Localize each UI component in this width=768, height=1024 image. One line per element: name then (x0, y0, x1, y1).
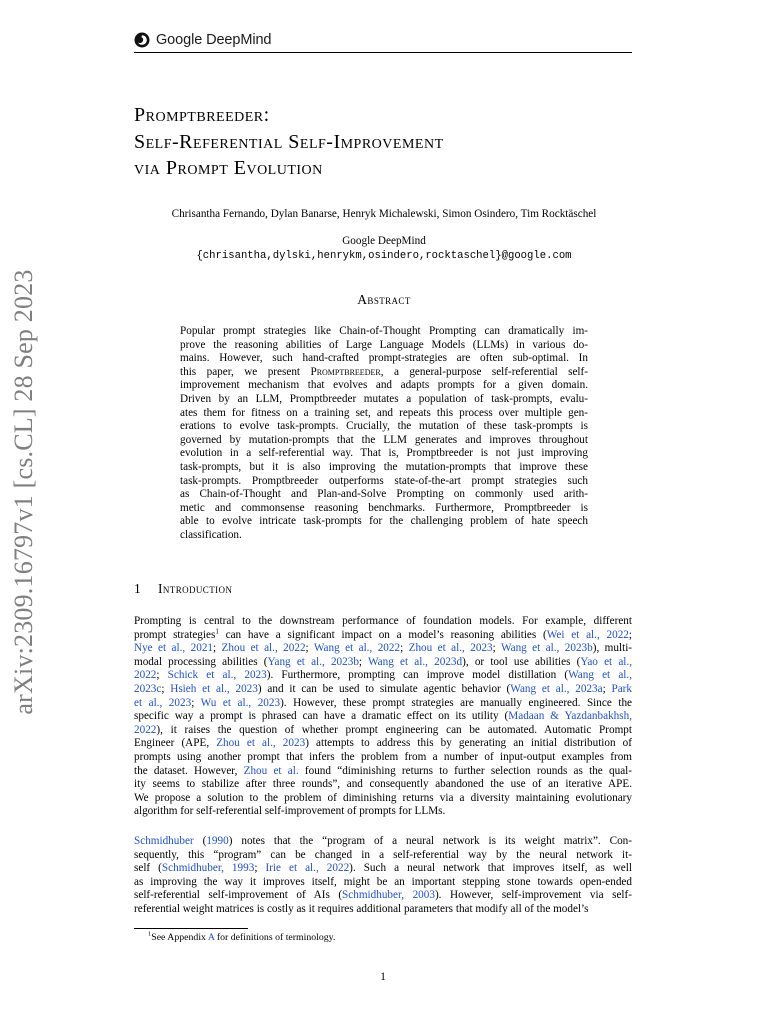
abstract-line: classification. (180, 528, 242, 541)
deepmind-logo-icon (134, 32, 150, 48)
citation-link[interactable]: Zhou et al., 2022 (221, 642, 306, 655)
second-paragraph-line (134, 849, 632, 863)
header-rule (134, 52, 632, 53)
second-paragraph-line (134, 889, 632, 903)
abstract-body (180, 325, 588, 543)
abstract-line: this paper, we present Promptbreeder, a general-purpose self-referential self- (180, 365, 588, 378)
intro-line (134, 778, 632, 792)
promptbreeder-name: Promptbreeder (310, 365, 381, 378)
citation-link[interactable]: 2022 (134, 669, 157, 682)
paragraph-text: ), it raises the question of whether prompt engineering can be automated. Automatic Prompt (156, 723, 632, 736)
intro-paragraph (134, 615, 632, 819)
citation-link[interactable]: Schmidhuber, 1993 (161, 862, 255, 875)
citation-link[interactable]: Zhou et al., 2023 (408, 642, 493, 655)
abstract-line: erations to evolve task-prompts. Crucially, the mutation of these task-prompts is (180, 420, 588, 433)
google-deepmind-logo (134, 32, 271, 48)
citation-link[interactable]: Yang et al., 2023b (267, 655, 359, 668)
intro-line (134, 765, 632, 779)
paragraph-text: ) and it can be used to simulate agentic behavior ( (257, 682, 511, 695)
paragraph-text: ( (193, 835, 207, 847)
paragraph-text: ). However, these prompt strategies are manually engineered. Since the (280, 696, 633, 709)
intro-line (134, 751, 632, 765)
footnote-marker: 1 (148, 930, 152, 938)
intro-line (134, 724, 632, 738)
abstract-line: governed by mutation-prompts that the LLM generates and improves throughout (180, 433, 588, 446)
paragraph-text: algorithm for self-referential self-improvement of prompts for LLMs. (134, 805, 446, 818)
abstract-line: mains. However, such hand-crafted prompt-strategies are often sub-optimal. In (180, 352, 588, 365)
second-paragraph-line (134, 835, 632, 849)
citation-link[interactable]: Wang et al., (568, 669, 632, 682)
paragraph-text: ; (492, 642, 501, 655)
affiliation: Google DeepMind (342, 235, 426, 247)
citation-link[interactable]: Schick et al., 2023 (167, 669, 267, 682)
citation-link[interactable]: Yao et al., (580, 655, 632, 668)
intro-line (134, 792, 632, 806)
abstract-line: able to evolve intricate task-prompts for the challenging problem of hate speech (180, 515, 588, 528)
paragraph-text: sequently, this “program” can be changed in a self-referential way by the neural network it- (134, 848, 632, 861)
title-line-3: via Prompt Evolution (134, 157, 323, 179)
paper-title (134, 102, 634, 182)
paragraph-text: ; (400, 642, 409, 655)
intro-line (134, 669, 632, 683)
intro-line (134, 805, 632, 819)
second-paragraph-line (134, 876, 632, 890)
section-heading-introduction (134, 581, 232, 597)
paragraph-text: ; (305, 642, 314, 655)
abstract-line: Popular prompt strategies like Chain-of-Thought Prompting can dramatically im- (180, 325, 588, 337)
appendix-link[interactable]: A (207, 932, 215, 943)
paragraph-text: self ( (134, 862, 162, 875)
title-line-1: Promptbreeder: (134, 104, 270, 126)
paragraph-text: ). However, self-improvement via self- (434, 889, 632, 902)
author-list: Chrisantha Fernando, Dylan Banarse, Henryk Michalewski, Simon Osindero, Tim Rocktäschel (171, 208, 597, 220)
paragraph-text: the dataset. However, (134, 764, 244, 777)
citation-link[interactable]: 2023c (134, 682, 162, 695)
paragraph-text: ), or tool use abilities ( (462, 655, 581, 668)
citation-link[interactable]: Irie et al., 2022 (265, 862, 350, 875)
second-paragraph-line (134, 862, 632, 876)
intro-line (134, 683, 632, 697)
paragraph-text: We propose a solution to the problem of diminishing returns via a diversity maintaining evolutionary (134, 791, 632, 804)
paragraph-text: ; (156, 669, 168, 682)
citation-link[interactable]: Wang et al., 2022 (313, 642, 401, 655)
abstract-line: Driven by an LLM, Promptbreeder mutates a population of task-prompts, evalu- (180, 392, 588, 405)
footnote-rule (134, 928, 248, 929)
intro-line (134, 626, 633, 643)
paragraph-text: ; (191, 696, 201, 709)
footnote-ref[interactable]: 1 (215, 626, 219, 635)
paragraph-text: found “diminishing returns to further selection rounds as the qual- (298, 764, 632, 777)
intro-line (134, 656, 632, 670)
paragraph-text: ; (628, 628, 633, 641)
paragraph-text: ; (602, 682, 612, 695)
paragraph-text: Prompting is central to the downstream performance of foundation models. For example, different (134, 615, 632, 627)
citation-link[interactable]: Schmidhuber, 2003 (342, 889, 435, 902)
paragraph-text: as improving the way it improves itself, might be an important stepping stone towards open-ended (134, 875, 632, 888)
citation-link[interactable]: Schmidhuber (134, 835, 194, 847)
abstract-line: metic and commonsense reasoning benchmarks. Furthermore, Promptbreeder is (180, 501, 588, 514)
paragraph-text: prompts using another prompt that infers the problem from a number of input-output examples from (134, 750, 632, 763)
citation-link[interactable]: Madaan & Yazdanbakhsh, (508, 710, 633, 723)
arxiv-stamp-text: arXiv:2309.16797v1 [cs.CL] 28 Sep 2023 (9, 269, 38, 715)
citation-link[interactable]: 2022 (134, 723, 157, 736)
intro-line (134, 710, 632, 724)
abstract-heading: Abstract (357, 292, 411, 307)
footnote-text-before: See Appendix (151, 932, 208, 943)
intro-line (134, 642, 632, 656)
citation-link[interactable]: Wang et al., 2023d (368, 655, 463, 668)
paragraph-text: ; (358, 655, 369, 668)
paragraph-text: specific way a prompt is phrased can have a dramatic effect on its utility ( (134, 710, 509, 723)
citation-link[interactable]: Zhou et al., 2023 (216, 737, 306, 750)
citation-link[interactable]: Zhou et al. (243, 764, 299, 777)
section-number: 1 (134, 581, 141, 596)
paragraph-text: modal processing abilities ( (134, 655, 268, 668)
paragraph-text: ) attempts to address this by generating an initial distribution of (305, 737, 632, 750)
footnote (148, 932, 335, 943)
paragraph-text: ). Furthermore, prompting can improve model distillation ( (266, 669, 569, 682)
page-number: 1 (380, 971, 386, 983)
citation-link[interactable]: Hsieh et al., 2023 (170, 682, 258, 695)
author-emails: {chrisantha,dylski,henrykm,osindero,rocktaschel}@google.com (196, 250, 572, 262)
intro-line (134, 697, 632, 711)
paragraph-text: ) notes that the “program of a neural network is its weight matrix”. Con- (228, 835, 632, 847)
abstract-line: evolution in a self-referential way. That is, Promptbreeder is not just improving (180, 447, 588, 460)
citation-link[interactable]: et al., 2023 (134, 696, 192, 709)
paragraph-text: ; (161, 682, 171, 695)
title-line-2: Self-Referential Self-Improvement (134, 130, 444, 153)
arxiv-identifier-stamp (6, 269, 42, 715)
abstract-line: task-prompts, but it is also improving the mutation-prompts that improve these (180, 460, 588, 473)
paragraph-text: ), multi- (592, 642, 633, 655)
citation-link[interactable]: Park (611, 682, 632, 695)
abstract-line: task-prompts. Promptbreeder outperforms state-of-the-art prompt strategies such (180, 474, 588, 487)
paragraph-text: prompt strategies (134, 628, 216, 641)
paragraph-text: self-referential self-improvement of AIs ( (134, 889, 343, 902)
citation-link[interactable]: Nye et al., 2021 (134, 642, 214, 655)
second-paragraph-line (134, 903, 632, 917)
page-header (134, 28, 632, 52)
section-title: Introduction (158, 581, 233, 596)
paragraph-text: ; (254, 862, 266, 875)
paragraph-text: ity seems to stabilize after three rounds”, and consequently abandoned the use of an iterative APE. (134, 778, 632, 791)
citation-link[interactable]: 1990 (206, 835, 229, 847)
intro-line (134, 615, 632, 629)
paragraph-text: Engineer (APE, (134, 737, 217, 750)
abstract-line: prove the reasoning abilities of Large Language Models (LLMs) in various do- (180, 338, 588, 351)
abstract-line: improvement mechanism that evolves and adapts prompts for a given domain. (180, 379, 588, 392)
paragraph-text: referential weight matrices is costly as it requires additional parameters that modify all of the model’s (134, 902, 589, 915)
paragraph-text: ). Such a neural network that improves itself, as well (349, 862, 632, 875)
intro-line (134, 737, 632, 751)
footnote-text-after: for definitions of terminology. (214, 932, 336, 943)
citation-link[interactable]: Wang et al., 2023b (500, 642, 593, 655)
second-paragraph (134, 835, 632, 917)
paragraph-text: can have a significant impact on a model’s reasoning abilities ( (218, 628, 547, 641)
logo-text: Google DeepMind (156, 32, 272, 48)
paragraph-text: ; (213, 642, 222, 655)
abstract-line: as Chain-of-Thought and Plan-and-Solve Prompting on commonly used arith- (180, 488, 588, 501)
abstract-line: ates them for fitness on a training set, and repeats this process over multiple gen- (180, 406, 588, 419)
citation-link[interactable]: Wei et al., 2022 (546, 628, 629, 641)
citation-link[interactable]: Wang et al., 2023a (510, 682, 603, 695)
citation-link[interactable]: Wu et al., 2023 (200, 696, 281, 709)
